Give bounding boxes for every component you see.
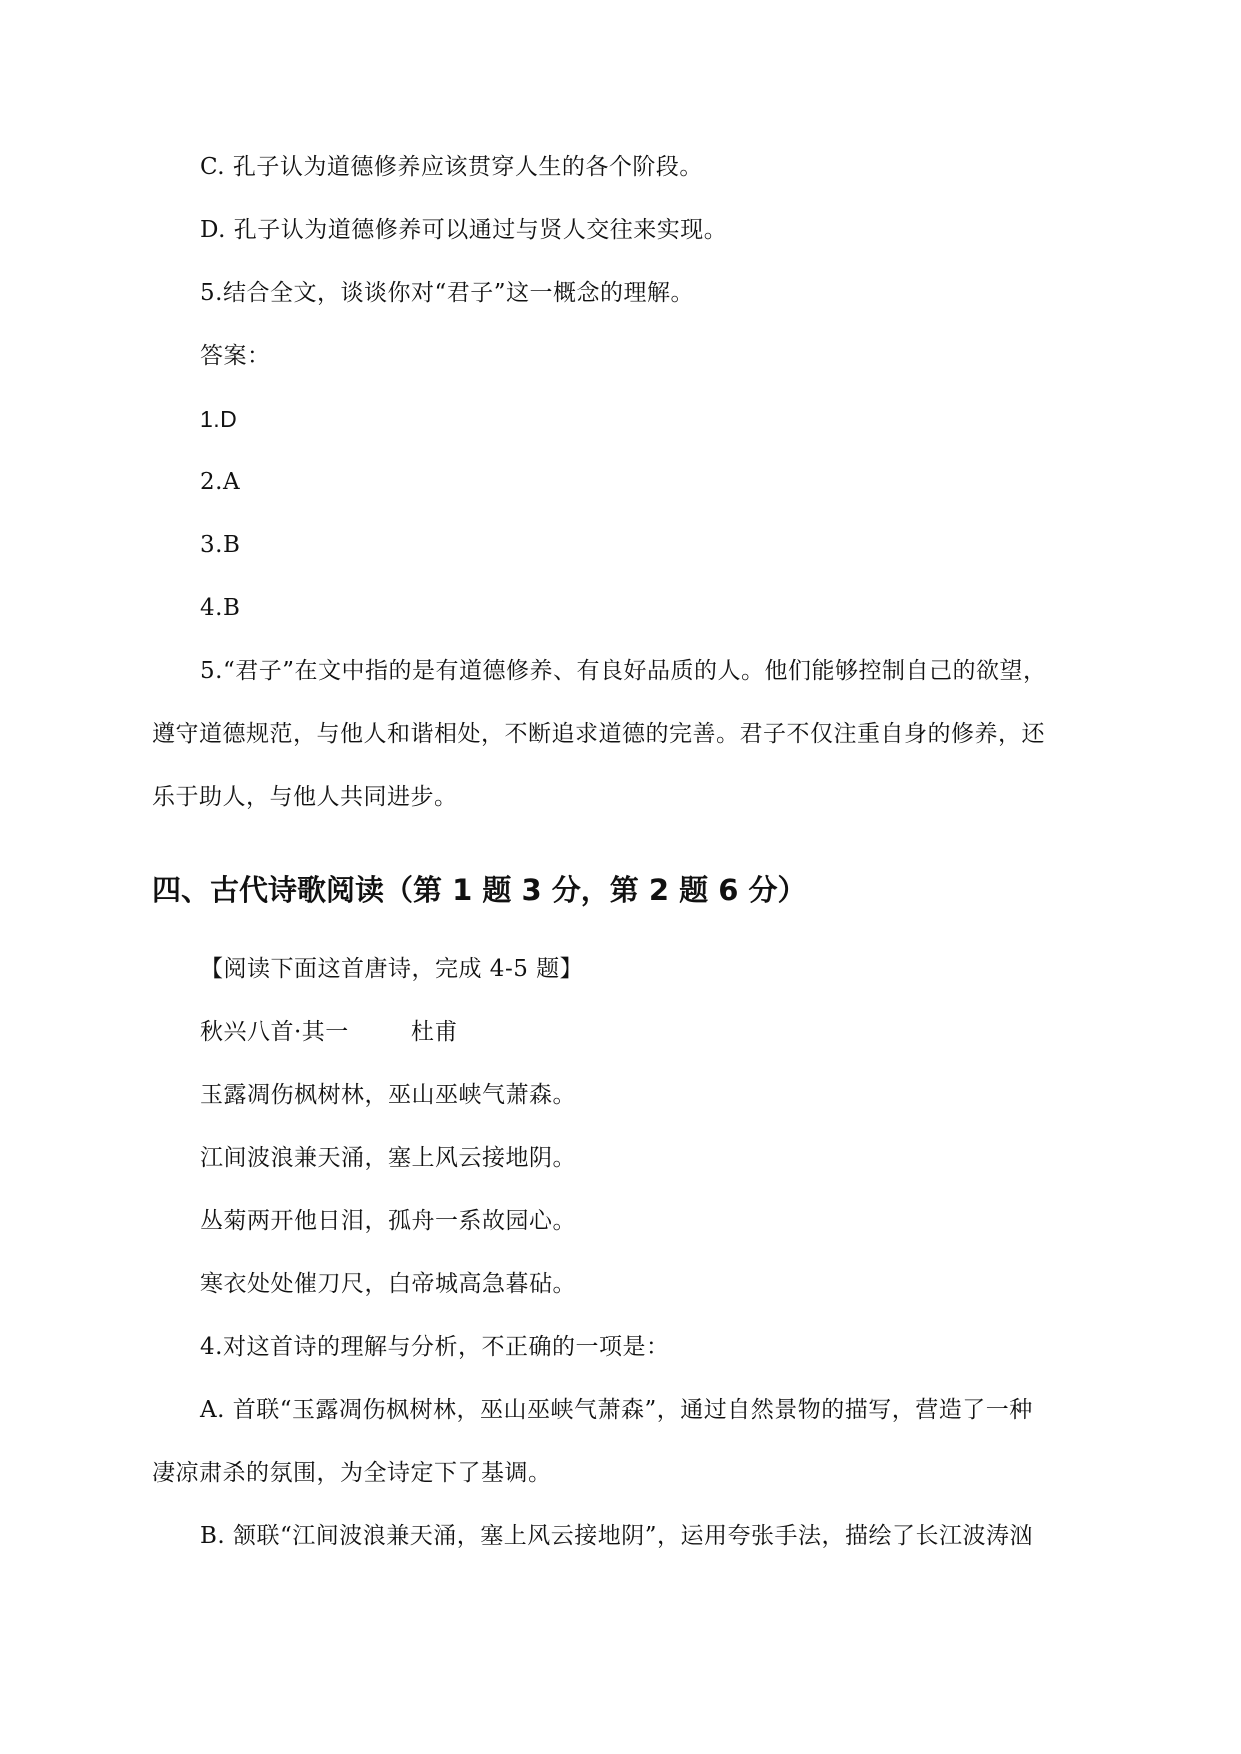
poem-line-3: 丛菊两开他日泪，孤舟一系故园心。	[200, 1208, 576, 1234]
answer-5-line-1: 5.“君子”在文中指的是有道德修养、有良好品质的人。他们能够控制自己的欲望，	[200, 658, 1047, 684]
poem-author: 杜甫	[410, 1019, 458, 1045]
answer-3: 3.B	[200, 532, 241, 558]
poem-line-4: 寒衣处处催刀尺，白帝城高急暮砧。	[200, 1271, 576, 1297]
answer-label: 答案：	[200, 343, 271, 369]
poem-title-line	[200, 1017, 458, 1047]
poem-line-1: 玉露凋伤枫树林，巫山巫峡气萧森。	[200, 1082, 576, 1108]
poem-line-2: 江间波浪兼天涌，塞上风云接地阴。	[200, 1145, 576, 1171]
option-a-line-2: 凄凉肃杀的氛围，为全诗定下了基调。	[152, 1460, 552, 1486]
answer-2: 2.A	[200, 469, 241, 495]
option-d-text: D. 孔子认为道德修养可以通过与贤人交往来实现。	[200, 217, 728, 243]
answer-5-line-2: 遵守道德规范，与他人和谐相处，不断追求道德的完善。君子不仅注重自身的修养，还	[152, 721, 1045, 747]
question-4-text: 4.对这首诗的理解与分析，不正确的一项是：	[200, 1334, 670, 1360]
section-4-heading: 四、古代诗歌阅读（第 1 题 3 分，第 2 题 6 分）	[152, 873, 807, 907]
option-c-text: C. 孔子认为道德修养应该贯穿人生的各个阶段。	[200, 154, 703, 180]
option-a-line-1: A. 首联“玉露凋伤枫树林，巫山巫峡气萧森”，通过自然景物的描写，营造了一种	[200, 1397, 1033, 1423]
answer-1: 1.D	[200, 406, 238, 432]
option-b-line-1: B. 颔联“江间波浪兼天涌，塞上风云接地阴”，运用夸张手法，描绘了长江波涛汹	[200, 1523, 1034, 1549]
question-5-text: 5.结合全文，谈谈你对“君子”这一概念的理解。	[200, 280, 694, 306]
poem-title: 秋兴八首·其一	[200, 1019, 349, 1045]
answer-5-line-3: 乐于助人，与他人共同进步。	[152, 784, 458, 810]
answer-4: 4.B	[200, 595, 241, 621]
reading-instruction: 【阅读下面这首唐诗，完成 4-5 题】	[200, 956, 584, 982]
